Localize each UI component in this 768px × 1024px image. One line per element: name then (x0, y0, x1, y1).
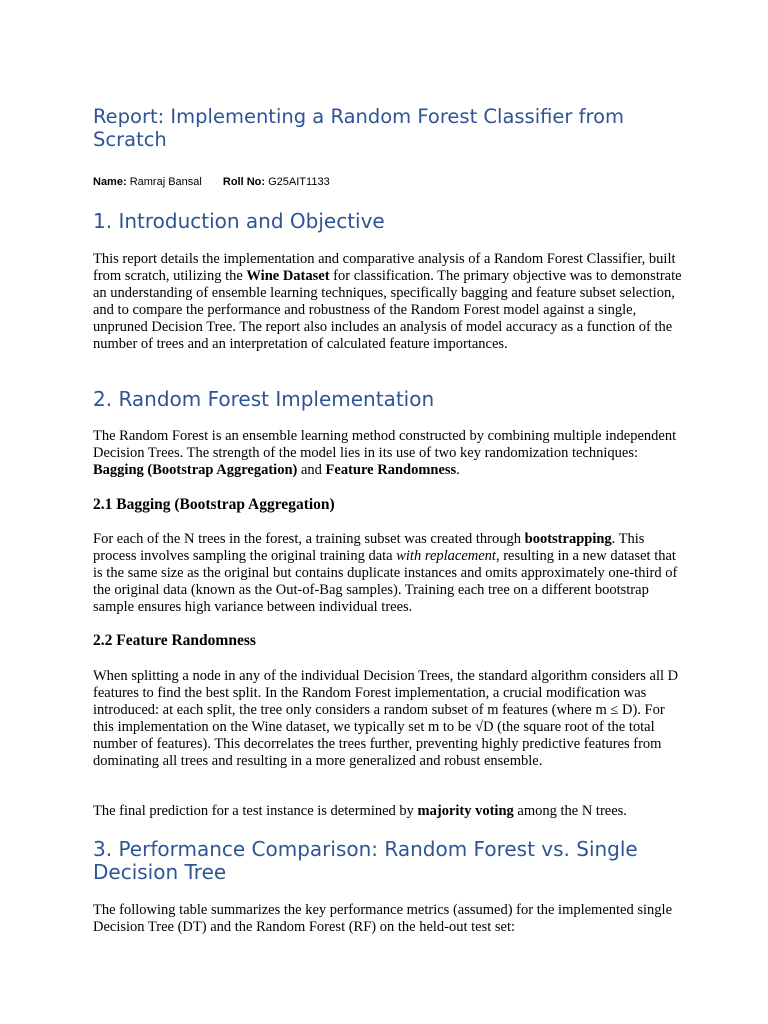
section-1-paragraph: This report details the implementation and comparative analysis of a Random Forest Classifier, built from scratch, utilizing the Wine Dataset for classification. The primary objective was to demonstrate an understanding of ensemble learning techniques, specifically bagging and feature subset selection, and to compare the performance and robustness of the Random Forest model against a single, unpruned Decision Tree. The report also includes an analysis of model accuracy as a function of the number of trees and an interpretation of calculated feature importances. (93, 251, 682, 352)
final-prediction-paragraph: The final prediction for a test instance is determined by majority voting among the N trees. (93, 803, 627, 819)
section-2-heading: 2. Random Forest Implementation (93, 387, 435, 411)
roll-label: Roll No: (222, 176, 266, 188)
section-3-paragraph: The following table summarizes the key performance metrics (assumed) for the implemented single Decision Tree (DT) and the Random Forest (RF) on the held-out test set: (93, 902, 673, 935)
subsection-2-1-paragraph: For each of the N trees in the forest, a training subset was created through bootstrapping. This process involves sampling the original training data with replacement, resulting in a new dataset that is the same size as the original but contains duplicate instances and omits approximately one-third of the original data (known as the Out-of-Bag samples). Training each tree on a different bootstrap sample ensures high variance between individual trees. (93, 531, 678, 615)
section-3-heading: 3. Performance Comparison: Random Forest vs. Single Decision Tree (93, 837, 638, 884)
author-info (93, 176, 330, 188)
section-2-paragraph: The Random Forest is an ensemble learning method constructed by combining multiple independent Decision Trees. The strength of the model lies in its use of two key randomization techniques: Bagging (Bootstrap Aggregation) and Feature Randomness. (93, 428, 677, 478)
subsection-2-1-heading: 2.1 Bagging (Bootstrap Aggregation) (93, 496, 335, 513)
section-1-heading: 1. Introduction and Objective (93, 209, 385, 233)
report-title: Report: Implementing a Random Forest Classifier from Scratch (93, 105, 625, 151)
name-value: Ramraj Bansal (129, 176, 202, 188)
roll-value: G25AIT1133 (268, 176, 330, 188)
subsection-2-2-heading: 2.2 Feature Randomness (93, 632, 256, 649)
name-label: Name: (93, 176, 127, 188)
subsection-2-2-paragraph: When splitting a node in any of the individual Decision Trees, the standard algorithm considers all D features to find the best split. In the Random Forest implementation, a crucial modification was introduced: at each split, the tree only considers a random subset of m features (where m ≤ D). For this implementation on the Wine dataset, we typically set m to be √D (the square root of the total number of features). This decorrelates the trees further, preventing highly predictive features from dominating all trees and resulting in a more generalized and robust ensemble. (93, 668, 679, 769)
